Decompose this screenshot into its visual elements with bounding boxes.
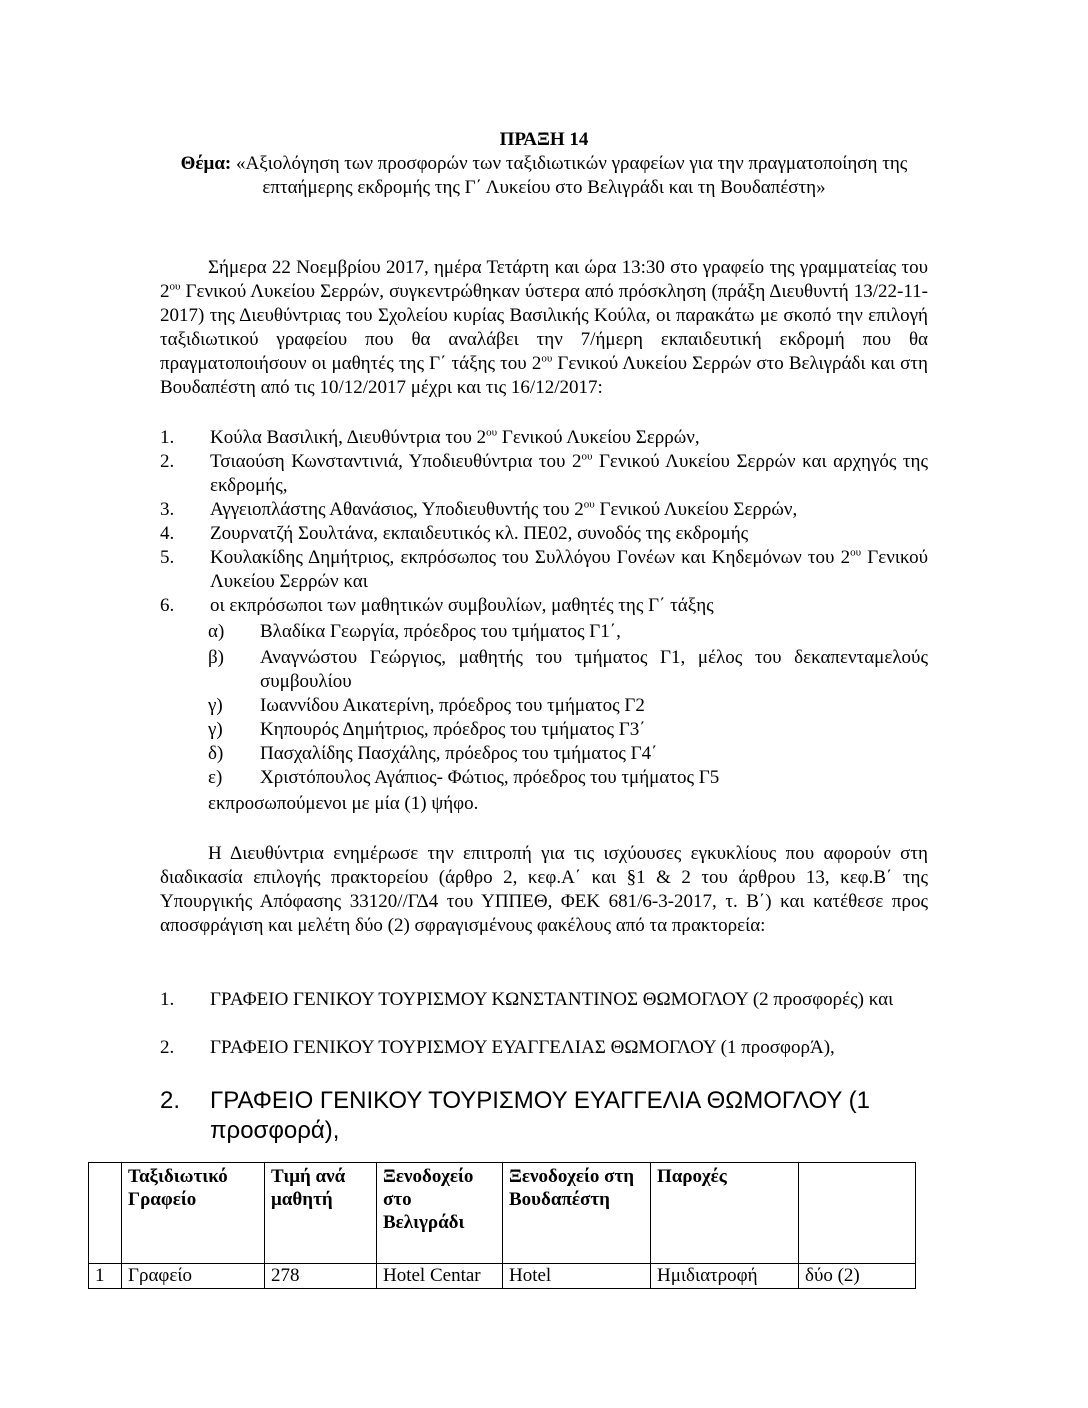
table-header-cell	[89, 1163, 122, 1264]
member-number: 2.	[160, 451, 175, 472]
student-letter: ε)	[208, 767, 223, 788]
intro-sup-1: ου	[169, 280, 181, 293]
agency-text: ΓΡΑΦΕΙΟ ΓΕΝΙΚΟΥ ΤΟΥΡΙΣΜΟΥ ΕΥΑΓΓΕΛΙΑΣ ΘΩΜΟΓΛΟΥ (1 προσφορΆ),	[210, 1037, 835, 1058]
intro-sup-2: ου	[541, 352, 553, 365]
member-number: 6.	[160, 595, 175, 616]
student-text: Αναγνώστου Γεώργιος, μαθητής του τμήματος Γ1, μέλος του δεκαπενταμελούς συμβουλίου	[260, 647, 928, 692]
member-text: Ζουρνατζή Σουλτάνα, εκπαιδευτικός κλ. ΠΕ02, συνοδός της εκδρομής	[210, 523, 749, 544]
member-text: Κουλακίδης Δημήτριος, εκπρόσωπος του Συλλόγου Γονέων και Κηδεμόνων του $2^{o\upsilon}$ Γενικού Λυκείου Σερρών και	[210, 546, 929, 592]
member-number: 5.	[160, 547, 175, 568]
student-letter: γ)	[208, 695, 223, 716]
member-number: 1.	[160, 427, 175, 448]
table-cell: Γραφείο	[122, 1264, 265, 1289]
table-cell: Hotel Centar	[377, 1264, 503, 1289]
table-header-cell: Τιμή ανά μαθητή	[265, 1163, 377, 1264]
member-text: Αγγειοπλάστης Αθανάσιος, Υποδιευθυντής του $2^{o\upsilon}$ Γενικού Λυκείου Σερρών,	[210, 498, 798, 520]
member-number: 3.	[160, 499, 175, 520]
student-letter: β)	[208, 647, 224, 668]
table-row	[89, 1264, 916, 1289]
intro-paragraph	[160, 256, 928, 400]
table-cell: Ημιδιατροφή	[651, 1264, 799, 1289]
student-text: Χριστόπουλος Αγάπιος- Φώτιος, πρόεδρος του τμήματος Γ5	[260, 767, 720, 788]
table-header-cell: Ξενοδοχείο στο Βελιγράδι	[377, 1163, 503, 1264]
offers-table	[88, 1162, 916, 1289]
member-text: Κούλα Βασιλική, Διευθύντρια του $2^{o\upsilon}$ Γενικού Λυκείου Σερρών,	[210, 426, 700, 448]
member-text: οι εκπρόσωποι των μαθητικών συμβουλίων, μαθητές της Γ΄ τάξης	[210, 595, 714, 616]
agency-text: ΓΡΑΦΕΙΟ ΓΕΝΙΚΟΥ ΤΟΥΡΙΣΜΟΥ ΕΥΑΓΓΕΛΙΑ ΘΩΜΟΓΛΟΥ (1 προσφορά),	[210, 1087, 870, 1144]
table-cell: Hotel	[503, 1264, 651, 1289]
student-text: Ιωαννίδου Αικατερίνη, πρόεδρος του τμήματος Γ2	[260, 695, 645, 716]
table-header-cell	[799, 1163, 916, 1264]
agency-number: 2.	[160, 1037, 175, 1058]
document-title: ΠΡΑΞΗ 14	[499, 129, 589, 150]
table-cell: 278	[265, 1264, 377, 1289]
member-text: Τσιαούση Κωνσταντινιά, Υποδιευθύντρια του $2^{o\upsilon}$ Γενικού Λυκείου Σερρών και αρχηγός της εκδρομής,	[210, 450, 929, 496]
intro-text-1: Σήμερα 22 Νοεμβρίου 2017, ημέρα Τετάρτη και ώρα 13:30 στο γραφείο της γραμματείας του 2	[160, 257, 928, 302]
table-cell: δύο (2)	[799, 1264, 916, 1289]
student-text: Κηπουρός Δημήτριος, πρόεδρος του τμήματος Γ3΄	[260, 719, 646, 740]
agency-number: 1.	[160, 989, 175, 1010]
represented-note: εκπροσωπούμενοι με μία (1) ψήφο.	[208, 793, 479, 814]
student-letter: γ)	[208, 719, 223, 740]
student-text: Βλαδίκα Γεωργία, πρόεδρος του τμήματος Γ1΄,	[260, 621, 621, 642]
intro-text-2: Γενικού Λυκείου Σερρών, συγκεντρώθηκαν ύστερα από πρόσκληση (πράξη Διευθυντή 13/22-11-2017) της Διευθύντριας του Σχολείου κυρίας Βασιλικής Κούλα, οι παρακάτω με σκοπό την επιλογή ταξιδιωτικού γραφείου που θα αναλάβει την 7/ήμερη εκπαιδευτική εκδρομή που θα πραγματοποιήσουν οι μαθητές της Γ΄ τάξης του 2	[160, 281, 928, 374]
document-subject	[160, 152, 928, 200]
table-header-cell: Ταξιδιωτικό Γραφείο	[122, 1163, 265, 1264]
student-letter: δ)	[208, 743, 224, 764]
subject-text: «Αξιολόγηση των προσφορών των ταξιδιωτικών γραφείων για την πραγματοποίηση της επταήμερης εκδρομής της Γ΄ Λυκείου στο Βελιγράδι και τη Βουδαπέστη»	[231, 153, 908, 198]
agency-text: ΓΡΑΦΕΙΟ ΓΕΝΙΚΟΥ ΤΟΥΡΙΣΜΟΥ ΚΩΝΣΤΑΝΤΙΝΟΣ ΘΩΜΟΓΛΟΥ (2 προσφορές) και	[210, 989, 894, 1010]
paragraph-agencies-intro: Η Διευθύντρια ενημέρωσε την επιτροπή για τις ισχύουσες εγκυκλίους που αφορούν στη διαδικασία επιλογής πρακτορείου (άρθρο 2, κεφ.Α΄ και §1 & 2 του άρθρου 13, κεφ.Β΄ της Υπουργικής Απόφασης 33120//ΓΔ4 του ΥΠΠΕΘ, ΦΕΚ 681/6-3-2017, τ. Β΄) και κατέθεσε προς αποσφράγιση και μελέτη δύο (2) σφραγισμένους φακέλους από τα πρακτορεία:	[160, 843, 928, 936]
table-header-cell: Παροχές	[651, 1163, 799, 1264]
table-header-row	[89, 1163, 916, 1264]
student-text: Πασχαλίδης Πασχάλης, πρόεδρος του τμήματος Γ4΄	[260, 743, 658, 764]
table-header-cell: Ξενοδοχείο στη Βουδαπέστη	[503, 1163, 651, 1264]
agency-number: 2.	[160, 1087, 181, 1114]
table-cell: 1	[89, 1264, 122, 1289]
student-letter: α)	[208, 621, 225, 642]
intro-text-3: Γενικού Λυκείου Σερρών στο Βελιγράδι και στη Βουδαπέστη από τις 10/12/2017 μέχρι και τις 16/12/2017:	[160, 353, 928, 398]
subject-label: Θέμα:	[180, 153, 232, 174]
member-number: 4.	[160, 523, 175, 544]
